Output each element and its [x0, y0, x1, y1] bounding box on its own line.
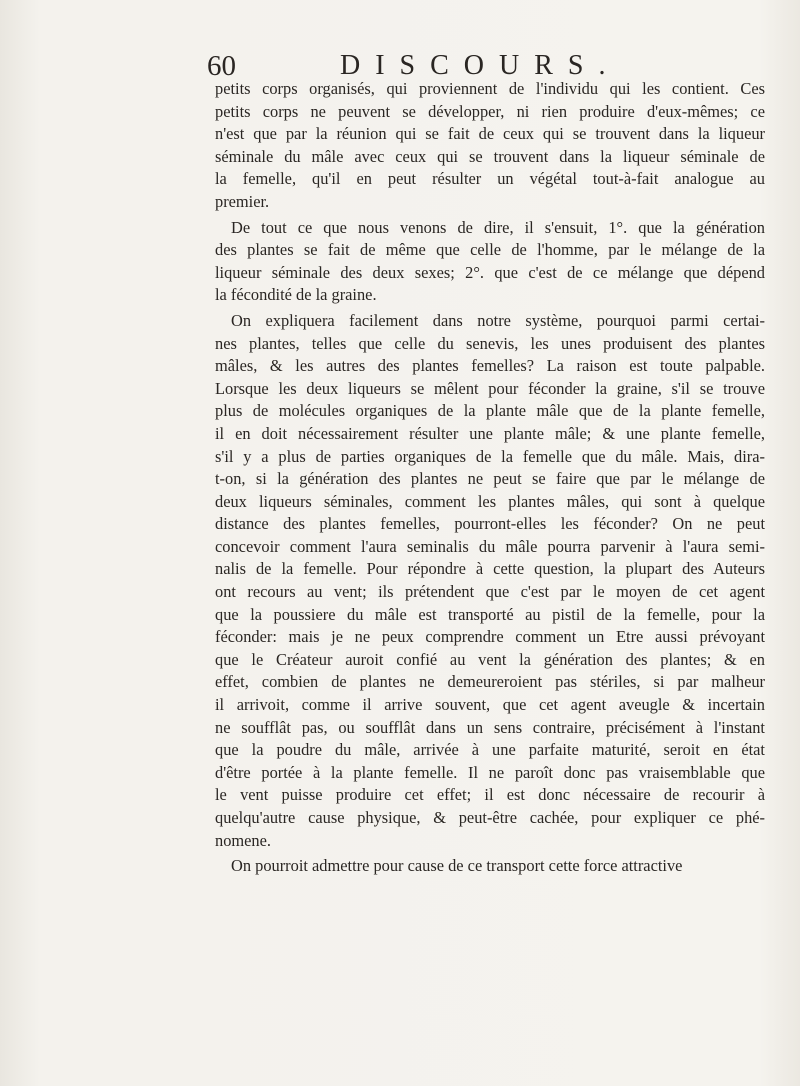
text-line: n'est que par la réunion qui se fait de ceux qui se trouvent dans la liqueur: [215, 124, 765, 144]
text-line: le vent puisse produire cet effet; il est donc nécessaire de recourir à: [215, 785, 765, 805]
text-line: féconder: mais je ne peux comprendre comment un Etre aussi prévoyant: [215, 627, 765, 647]
text-line: Lorsque les deux liqueurs se mêlent pour féconder la graine, s'il se trouve: [215, 378, 765, 398]
paragraph: [215, 310, 765, 852]
body-text: [215, 78, 765, 878]
text-line: que le Créateur auroit confié au vent la génération des plantes; & en: [215, 649, 765, 669]
paragraph: [215, 855, 765, 878]
text-line: que la poussiere du mâle est transporté au pistil de la femelle, pour la: [215, 604, 765, 624]
text-line: petits corps ne peuvent se développer, ni rien produire d'eux-mêmes; ce: [215, 101, 765, 121]
text-line: quelqu'autre cause physique, & peut-être cachée, pour expliquer ce phé-: [215, 808, 765, 827]
text-line: petits corps organisés, qui proviennent de l'individu qui les contient. Ces: [215, 79, 765, 98]
text-line: De tout ce que nous venons de dire, il s'ensuit, 1°. que la génération: [231, 217, 765, 237]
text-line: t-on, si la génération des plantes ne peut se faire que par le mélange de: [215, 469, 765, 489]
text-line: ont recours au vent; ils prétendent que c'est par le moyen de cet agent: [215, 582, 765, 602]
text-line: On expliquera facilement dans notre système, pourquoi parmi certai-: [231, 310, 765, 330]
text-line: On pourroit admettre pour cause de ce transport cette force attractive: [231, 856, 683, 876]
text-line: effet, combien de plantes ne demeureroient pas stériles, si par malheur: [215, 672, 765, 692]
text-line: mâles, & les autres des plantes femelles? La raison est toute palpable.: [215, 356, 765, 376]
text-line: ne soufflât pas, ou soufflât dans un sens contraire, précisément à l'instant: [215, 717, 765, 737]
page-number: 60: [207, 50, 236, 82]
text-line: s'il y a plus de parties organiques de la femelle que du mâle. Mais, dira-: [215, 446, 765, 466]
text-line: plus de molécules organiques de la plante mâle que de la plante femelle,: [215, 401, 765, 421]
running-head: DISCOURS.: [340, 50, 621, 81]
paragraph: [215, 217, 765, 307]
text-line: concevoir comment l'aura seminalis du mâle pourra parvenir à l'aura semi-: [215, 536, 765, 556]
text-line: liqueur séminale des deux sexes; 2°. que c'est de ce mélange que dépend: [215, 262, 765, 282]
text-line: nomene.: [215, 830, 271, 850]
text-line: des plantes se fait de même que celle de l'homme, par le mélange de la: [215, 240, 765, 260]
text-line: deux liqueurs séminales, comment les plantes mâles, qui sont à quelque: [215, 491, 765, 511]
text-line: la fécondité de la graine.: [215, 285, 377, 305]
text-line: il arrivoit, comme il arrive souvent, que cet agent aveugle & incertain: [215, 695, 765, 715]
text-line: que la poudre du mâle, arrivée à une parfaite maturité, seroit en état: [215, 740, 765, 760]
text-line: nes plantes, telles que celle du senevis, les unes produisent des plantes: [215, 333, 765, 353]
text-line: nalis de la femelle. Pour répondre à cette question, la plupart des Auteurs: [215, 559, 765, 579]
text-line: distance des plantes femelles, pourront-elles les féconder? On ne peut: [215, 514, 765, 534]
text-line: d'être portée à la plante femelle. Il ne paroît donc pas vraisemblable que: [215, 762, 765, 782]
text-line: premier.: [215, 191, 270, 211]
text-line: séminale du mâle avec ceux qui se trouvent dans la liqueur séminale de: [215, 146, 765, 166]
text-line: la femelle, qu'il en peut résulter un végétal tout-à-fait analogue au: [215, 169, 765, 189]
text-line: il en doit nécessairement résulter une plante mâle; & une plante femelle,: [215, 423, 765, 443]
paragraph: [215, 78, 765, 214]
